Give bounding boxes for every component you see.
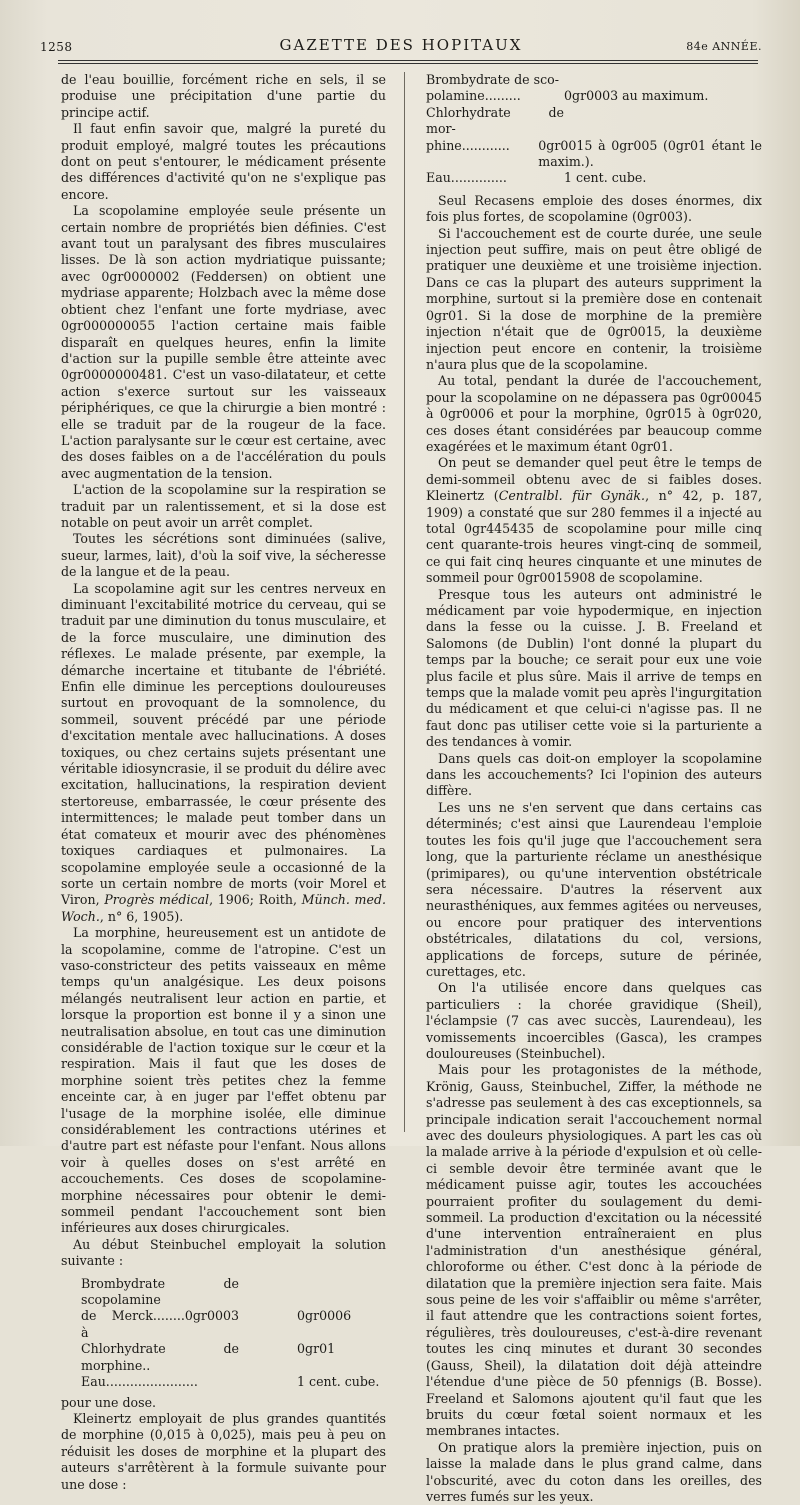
paragraph: Seul Recasens emploie des doses énormes, dix fois plus fortes, de scopolamine (0gr003). <box>426 192 762 225</box>
formula-value: 0gr0003 au maximum. <box>564 88 709 104</box>
paragraph-text: , n° 42, p. 187, 1909) a constaté que sur 280 femmes il a injecté au total 0gr445435 de scopolamine pour mille cinq cent quarante-trois heures vingt-cinq de sommeil, ce qui fait cinq heures cinquante et une minutes de sommeil pour 0gr0015908 de scopolamine. <box>426 488 763 586</box>
formula-name: polamine......... <box>426 88 521 104</box>
formula-name: de Merck........0gr0003 à <box>81 1308 239 1340</box>
paragraph: Kleinertz employait de plus grandes quantités de morphine (0,015 à 0,025), mais peu à peu on réduisit les doses de morphine et la plupart des auteurs s'arrêtèrent à la formule suivante pour une dose : <box>61 1410 386 1492</box>
journal-title: GAZETTE DES HOPITAUX <box>279 36 523 54</box>
formula-name: phine............ <box>426 137 510 153</box>
paragraph <box>426 455 762 586</box>
formula-block <box>426 72 762 187</box>
paragraph: On pratique alors la première injection, puis on laisse la malade dans le plus grand calme, dans l'obscurité, avec du coton dans les oreilles, des verres fumés sur les yeux. <box>426 1439 762 1504</box>
formula-row <box>81 1308 386 1341</box>
paragraph: Au début Steinbuchel employait la solution suivante : <box>61 1236 386 1269</box>
formula-value: 0gr0006 <box>297 1308 352 1324</box>
paragraph: On l'a utilisée encore dans quelques cas particuliers : la chorée gravidique (Sheil), l'éclampsie (7 cas avec succès, Laurendeau), les vomissements incoercibles (Gasca), les crampes douloureuses (Steinbuchel). <box>426 980 762 1061</box>
year-label: 84e ANNÉE. <box>686 40 762 53</box>
paragraph-text: La scopolamine agit sur les centres nerveux en diminuant l'excitabilité motrice du cerveau, qui se traduit par une diminution du tonus musculaire, et de la force musculaire, une diminution des réflexes. Le malade présente, par exemple, la démarche incertaine et titubante de l'ébriété. Enfin elle diminue les perceptions douloureuses surtout en provoquant de la somnolence, du sommeil, souvent précédé par une période d'excitation mentale avec hallucinations. A doses toxiques, ou chez certains sujets présentant une véritable idiosyncrasie, il se produit du délire avec excitation, hallucinations, la respiration devient stertoreuse, embarrassée, le cœur présente des intermittences; le malade peut tomber dans un état comateux et mourir avec des phénomènes toxiques cardiaques et pulmonaires. La scopolamine employée seule a occasionné de la sorte un certain nombre de morts (voir Morel et Viron, <box>61 580 386 908</box>
formula-block <box>81 1276 386 1391</box>
formula-value <box>239 1374 297 1390</box>
page-number: 1258 <box>40 40 73 54</box>
formula-row <box>426 138 762 171</box>
paragraph: Mais pour les protagonistes de la méthode, Krönig, Gauss, Steinbuchel, Ziffer, la méthode ne s'adresse pas seulement à des cas exceptionnels, sa principale indication serait l'accouchement normal avec des douleurs physiologiques. A part les cas où la malade arrive à la période d'expulsion et où celle-ci semble devoir être terminée avant que le médicament puisse agir, toutes les accouchées pourraient profiter du soulagement du demi-sommeil. La production d'excitation ou la nécessité d'une intervention entraîneraient en plus l'administration d'un anesthésique général, chloroforme ou éther. C'est donc à la période de dilatation que la première injection sera faite. Mais sous peine de les voir s'affaiblir ou même s'arrêter, il faut attendre que les contractions soient fortes, régulières, très douloureuses, c'est-à-dire revenant toutes les cinq minutes et durant 30 secondes (Gauss, Sheil), la dilatation doit déjà atteindre l'étendue d'une pièce de 50 pfennigs (B. Bosse). Freeland et Salomons ajoutent qu'il faut que les bruits du cœur fœtal soient normaux et les membranes intactes. <box>426 1062 762 1439</box>
paragraph: Il faut enfin savoir que, malgré la pureté du produit employé, malgré toutes les précautions dont on peut s'entourer, le médicament présente des différences d'activité qu'on ne s'explique pas encore. <box>61 121 386 202</box>
formula-row <box>426 170 762 186</box>
paragraph-text: On peut se demander quel peut être le temps de demi-sommeil obtenu avec de si faibles doses. Kleinertz ( <box>426 455 762 504</box>
paragraph: Les uns ne s'en servent que dans certains cas déterminés; c'est ainsi que Laurendeau l'emploie toutes les fois qu'il juge que l'accouchement sera long, que la parturiente réclame un anesthésique (primipares), ou qu'une intervention obstétricale sera nécessaire. D'autres la réservent aux neurasthéniques, aux femmes agitées ou nerveuses, ou encore pour pratiquer des interventions obstétricales, dilatations du col, versions, applications de forceps, suture de périnée, curettages, etc. <box>426 799 762 979</box>
header-rule-double <box>58 63 758 64</box>
formula-row <box>426 88 762 104</box>
formula-value: 0gr0015 à 0gr005 (0gr01 étant le maxim.). <box>538 137 762 170</box>
formula-value: 1 cent. cube. <box>297 1374 380 1390</box>
formula-value: 0gr01 <box>297 1341 336 1357</box>
left-column <box>61 72 386 1493</box>
paragraph-text: , 1906; Roith, <box>209 892 302 908</box>
paragraph: Si l'accouchement est de courte durée, une seule injection peut suffire, mais on peut être obligé de pratiquer une deuxième et une troisième injection. Dans ce cas la plupart des auteurs suppriment la morphine, surtout si la première dose en contenait 0gr01. Si la dose de morphine de la première injection n'était que de 0gr0015, la deuxième injection peut encore en contenir, la troisième n'aura plus que de la scopolamine. <box>426 225 762 372</box>
paragraph: La scopolamine employée seule présente un certain nombre de propriétés bien définies. C'est avant tout un paralysant des fibres musculaires lisses. De là son action mydriatique puissante; avec 0gr0000002 (Feddersen) on obtient une mydriase apparente; Holzbach avec la même dose obtient chez l'enfant une forte mydriase, avec 0gr000000055 l'action certaine mais faible disparaît en quelques heures, enfin la limite d'action sur la pupille semble être atteinte avec 0gr0000000481. C'est un vaso-dilatateur, et cette action s'exerce surtout sur les vaisseaux périphériques, ce que la chirurgie a bien montré : elle se traduit par de la rougeur de la face. L'action paralysante sur le cœur est certaine, avec des doses faibles on a de l'accélération du pouls avec augmentation de la tension. <box>61 203 386 481</box>
paragraph: Presque tous les auteurs ont administré le médicament par voie hypodermique, en injection dans la fesse ou la cuisse. J. B. Freeland et Salomons (de Dublin) l'ont donné la plupart du temps par la bouche; ce serait pour eux une voie plus facile et plus sûre. Mais il arrive de temps en temps que la malade vomit peu après l'ingurgitation du médicament et que celui-ci n'agisse pas. Il ne faut donc pas utiliser cette voie si la parturiente a des tendances à vomir. <box>426 586 762 750</box>
formula-row <box>81 1276 386 1309</box>
paragraph <box>61 581 386 926</box>
paragraph: Au total, pendant la durée de l'accouchement, pour la scopolamine on ne dépassera pas 0gr00045 à 0gr0006 et pour la morphine, 0gr015 à 0gr020, ces doses étant considérées par beaucoup comme exagérées et le maximum étant 0gr01. <box>426 373 762 454</box>
page-header <box>40 34 762 56</box>
formula-name: Brombydrate de sco- <box>426 72 559 87</box>
formula-name: Eau....................... <box>81 1374 198 1390</box>
citation: Münch. med. Woch. <box>61 892 387 924</box>
formula-value <box>239 1341 297 1374</box>
formula-value <box>239 1308 297 1341</box>
formula-row <box>81 1341 386 1374</box>
formula-name: Chlorhydrate de morphine.. <box>81 1341 239 1373</box>
paragraph: de l'eau bouillie, forcément riche en sels, il se produise une précipitation d'une partie du principe actif. <box>61 72 386 120</box>
formula-name: Brombydrate de scopolamine <box>81 1275 239 1308</box>
paragraph-text: , n° 6, 1905). <box>99 908 184 924</box>
paragraph: L'action de la scopolamine sur la respiration se traduit par un ralentissement, et si la dose est notable on peut avoir un arrêt complet. <box>61 482 386 530</box>
paragraph: Dans quels cas doit-on employer la scopolamine dans les accouchements? Ici l'opinion des auteurs diffère. <box>426 750 762 799</box>
formula-row <box>426 105 762 138</box>
formula-name: Eau.............. <box>426 170 507 186</box>
formula-row <box>81 1374 386 1390</box>
paragraph: La morphine, heureusement est un antidote de la scopolamine, comme de l'atropine. C'est un vaso-constricteur des petits vaisseaux en même temps qu'un analgésique. Les deux poisons mélangés neutralisent leur action en partie, et lorsque la proportion est bonne il y a sinon une neutralisation absolue, en tout cas une diminution considérable de l'action toxique sur le cœur et la respiration. Mais il faut que les doses de morphine soient très petites chez la femme enceinte car, à en juger par l'effet obtenu par l'usage de la morphine isolée, elle diminue considérablement les contractions utérines et d'autre part est néfaste pour l'enfant. Nous allons voir à quelles doses on s'est arrêté en accouchements. Ces doses de scopolamine-morphine nécessaires pour obtenir le demi-sommeil pendant l'accouchement sont bien inférieures aux doses chirurgicales. <box>61 925 386 1236</box>
paragraph: pour une dose. <box>61 1394 157 1410</box>
formula-name: Chlorhydrate de mor- <box>426 104 564 137</box>
formula-value: 1 cent. cube. <box>564 170 647 186</box>
column-divider <box>404 72 405 1132</box>
right-column <box>426 72 762 1505</box>
citation: Progrès médical <box>104 892 210 908</box>
formula-row <box>426 72 762 88</box>
paragraph: Toutes les sécrétions sont diminuées (salive, sueur, larmes, lait), d'où la soif vive, la sécheresse de la langue et de la peau. <box>61 531 386 580</box>
citation: Centralbl. für Gynäk. <box>498 488 646 504</box>
header-rule <box>58 60 758 61</box>
formula-value <box>239 1276 297 1309</box>
